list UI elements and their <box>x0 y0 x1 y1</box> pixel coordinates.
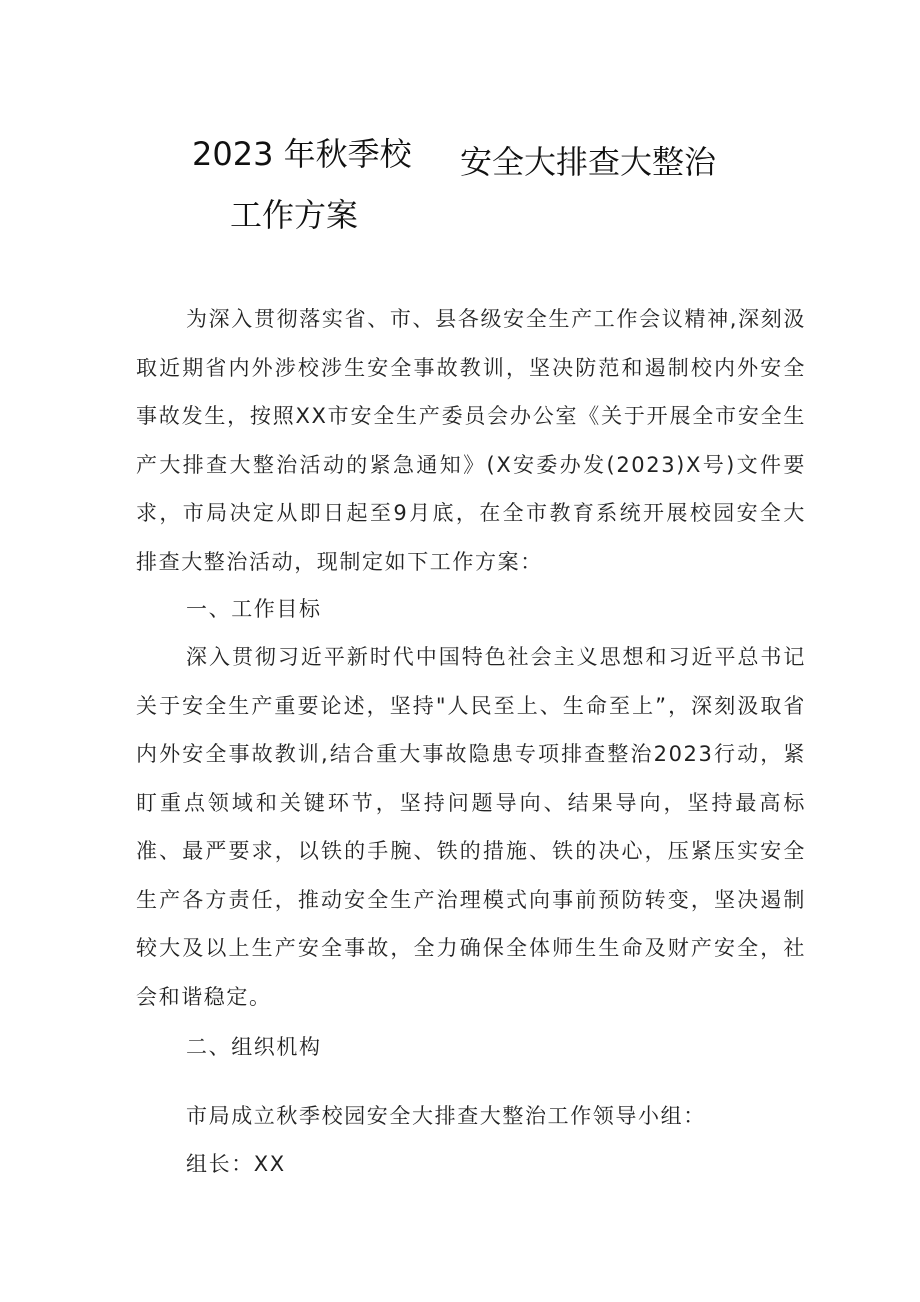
intro-paragraph: 为深入贯彻落实省、市、县各级安全生产工作会议精神,深刻汲取近期省内外涉校涉生安全事故教训，坚决防范和遏制校内外安全事故发生，按照XX市安全生产委员会办公室《关于开展全市安全生产大排查大整治活动的紧急通知》(X安委办发(2023)X号)文件要求，市局决定从即日起至9月底，在全市教育系统开展校园安全大排查大整治活动，现制定如下工作方案： <box>136 307 806 574</box>
section2-heading: 二、组织机构 <box>186 1035 322 1059</box>
document-title-part1: 2023 年秋季校 <box>192 135 412 173</box>
leader-line: 组长：XX <box>186 1152 286 1176</box>
document-title-part3: 工作方案 <box>230 196 359 234</box>
section1-paragraph: 深入贯彻习近平新时代中国特色社会主义思想和习近平总书记关于安全生产重要论述，坚持"人民至上、生命至上”，深刻汲取省内外安全事故教训,结合重大事故隐患专项排查整治2023行动，紧盯重点领域和关键环节，坚持问题导向、结果导向，坚持最高标准、最严要求，以铁的手腕、铁的措施、铁的决心，压紧压实安全生产各方责任，推动安全生产治理模式向事前预防转变，坚决遏制较大及以上生产安全事故，全力确保全体师生生命及财产安全，社会和谐稳定。 <box>136 645 806 1009</box>
section1-heading: 一、工作目标 <box>186 597 322 621</box>
section2-paragraph: 市局成立秋季校园安全大排查大整治工作领导小组： <box>186 1104 706 1128</box>
document-title-part2: 安全大排查大整治 <box>460 143 717 181</box>
